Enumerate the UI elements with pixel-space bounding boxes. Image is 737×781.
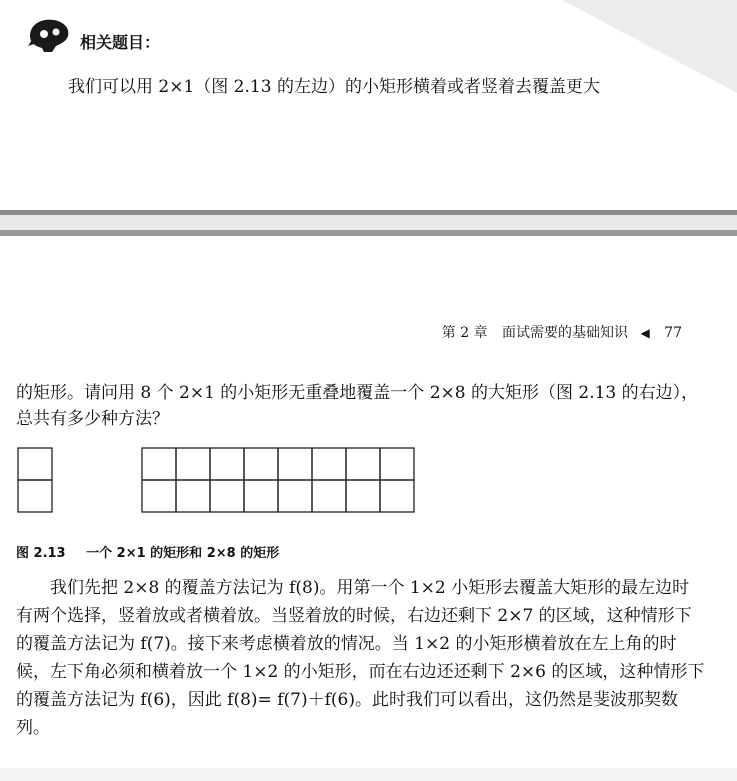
grid-cell bbox=[278, 448, 312, 480]
grid-cell bbox=[210, 480, 244, 512]
figure-caption bbox=[16, 542, 279, 561]
grid-cell bbox=[142, 448, 176, 480]
grid-cell bbox=[244, 480, 278, 512]
chapter-title: 面试需要的基础知识 bbox=[502, 325, 629, 341]
top-page-text-line: 我们可以用 2×1（图 2.13 的左边）的小矩形横着或者竖着去覆盖更大 bbox=[68, 77, 600, 97]
grid-cell bbox=[312, 480, 346, 512]
figure-number: 图 2.13 bbox=[16, 546, 66, 561]
paragraph-question: 的矩形。请问用 8 个 2×1 的小矩形无重叠地覆盖一个 2×8 的大矩形（图 2.13 的右边），总共有多少种方法？ bbox=[16, 383, 699, 429]
related-questions-heading: 相关题目： bbox=[80, 33, 161, 52]
running-header bbox=[0, 322, 682, 342]
grid-cell bbox=[346, 480, 380, 512]
skull-icon bbox=[26, 16, 72, 54]
grid-cell bbox=[312, 448, 346, 480]
left-arrow-icon: ◀ bbox=[640, 326, 650, 340]
grid-cell bbox=[176, 480, 210, 512]
page-break-divider bbox=[0, 210, 737, 236]
bottom-band bbox=[0, 768, 737, 781]
grid-cell bbox=[210, 448, 244, 480]
paragraph-explanation bbox=[16, 574, 706, 742]
page-number: 77 bbox=[664, 325, 682, 341]
grid-cell bbox=[346, 448, 380, 480]
chapter-label: 第 2 章 bbox=[441, 325, 488, 341]
explanation-text: 我们先把 2×8 的覆盖方法记为 f(8)。用第一个 1×2 小矩形去覆盖大矩形的最左边时有两个选择，竖着放或者横着放。当竖着放的时候，右边还剩下 2×7 的区域，这种情形下的覆盖方法记为 f(7)。接下来考虑横着放的情况。当 1×2 的小矩形横着放在左上角的时候，左下角必须和横着放一个 1×2 的小矩形，而在右边还还剩下 2×6 的区域，这种情形下的覆盖方法记为 f(6)，因此 f(8)= f(7)＋f(6)。此时我们可以看出，这仍然是斐波那契数列。 bbox=[16, 578, 705, 738]
small-rectangle-2x1 bbox=[18, 448, 52, 512]
grid-cell bbox=[176, 448, 210, 480]
grid-cell bbox=[244, 448, 278, 480]
grid-cell bbox=[278, 480, 312, 512]
grid-cell bbox=[380, 480, 414, 512]
grid-cell bbox=[380, 448, 414, 480]
large-rectangle-2x8 bbox=[142, 448, 414, 512]
figure-caption-text: 一个 2×1 的矩形和 2×8 的矩形 bbox=[86, 546, 280, 561]
grid-cell bbox=[142, 480, 176, 512]
figure-rectangles bbox=[16, 446, 416, 514]
